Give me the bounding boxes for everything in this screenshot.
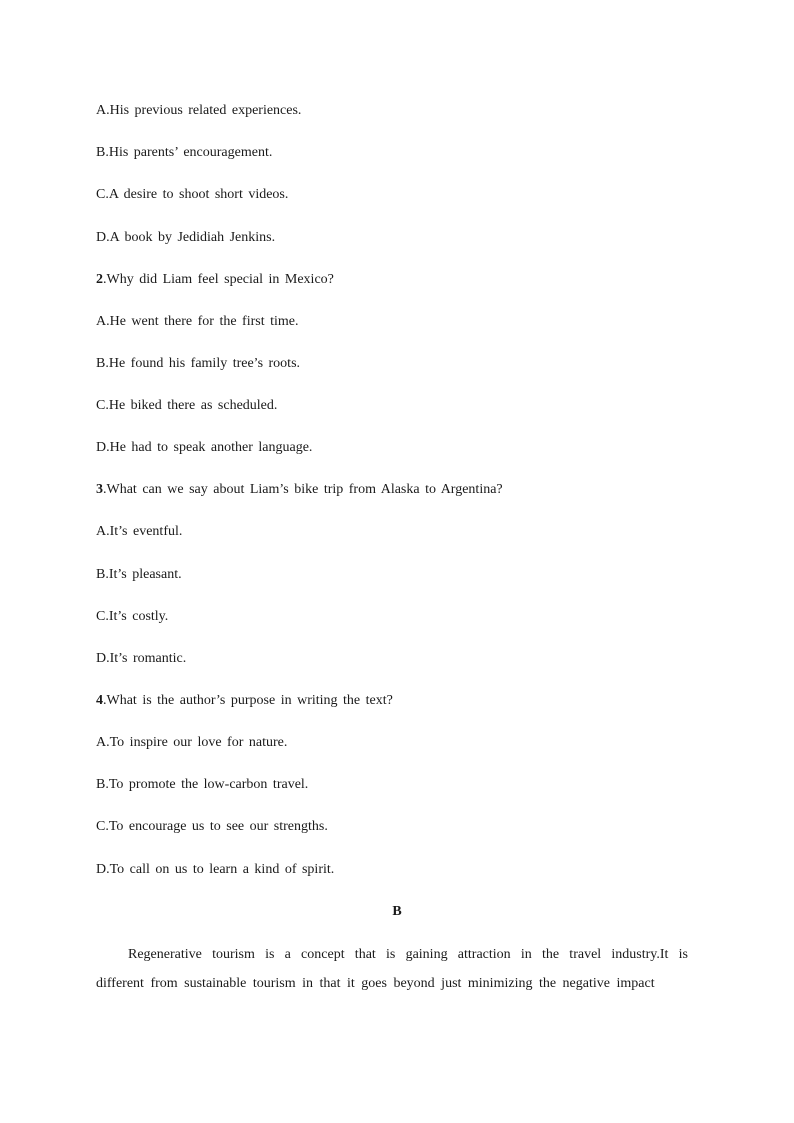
q4-question <box>96 692 393 710</box>
q2-text: .Why did Liam feel special in Mexico? <box>103 272 334 287</box>
q2-number: 2 <box>96 272 103 287</box>
section-b-paragraph: Regenerative tourism is a concept that is gaining attraction in the travel industry.It is different from sustainable tourism in that it goes beyond just minimizing the negative impact <box>96 947 688 991</box>
q3-option-a: A.It’s eventful. <box>96 524 183 539</box>
q3-text: .What can we say about Liam’s bike trip from Alaska to Argentina? <box>103 482 503 497</box>
q4-option-c: C.To encourage us to see our strengths. <box>96 819 328 834</box>
q1-option-d: D.A book by Jedidiah Jenkins. <box>96 230 276 245</box>
q4-option-b: B.To promote the low-carbon travel. <box>96 777 309 792</box>
q1-option-a: A.His previous related experiences. <box>96 103 302 118</box>
q2-option-c: C.He biked there as scheduled. <box>96 398 278 413</box>
q3-option-d: D.It’s romantic. <box>96 651 187 666</box>
q3-option-c: C.It’s costly. <box>96 609 169 624</box>
q4-number: 4 <box>96 693 103 708</box>
q1-option-b: B.His parents’ encouragement. <box>96 145 273 160</box>
q4-option-d: D.To call on us to learn a kind of spirit. <box>96 862 335 877</box>
q3-number: 3 <box>96 482 103 497</box>
section-b-heading: B <box>392 904 402 919</box>
q3-option-b: B.It’s pleasant. <box>96 567 182 582</box>
q2-option-a: A.He went there for the first time. <box>96 314 299 329</box>
q3-question <box>96 481 503 499</box>
q4-option-a: A.To inspire our love for nature. <box>96 735 288 750</box>
q2-option-b: B.He found his family tree’s roots. <box>96 356 301 371</box>
q2-question <box>96 271 334 289</box>
q1-option-c: C.A desire to shoot short videos. <box>96 187 289 202</box>
q2-option-d: D.He had to speak another language. <box>96 440 313 455</box>
q4-text: .What is the author’s purpose in writing the text? <box>103 693 393 708</box>
